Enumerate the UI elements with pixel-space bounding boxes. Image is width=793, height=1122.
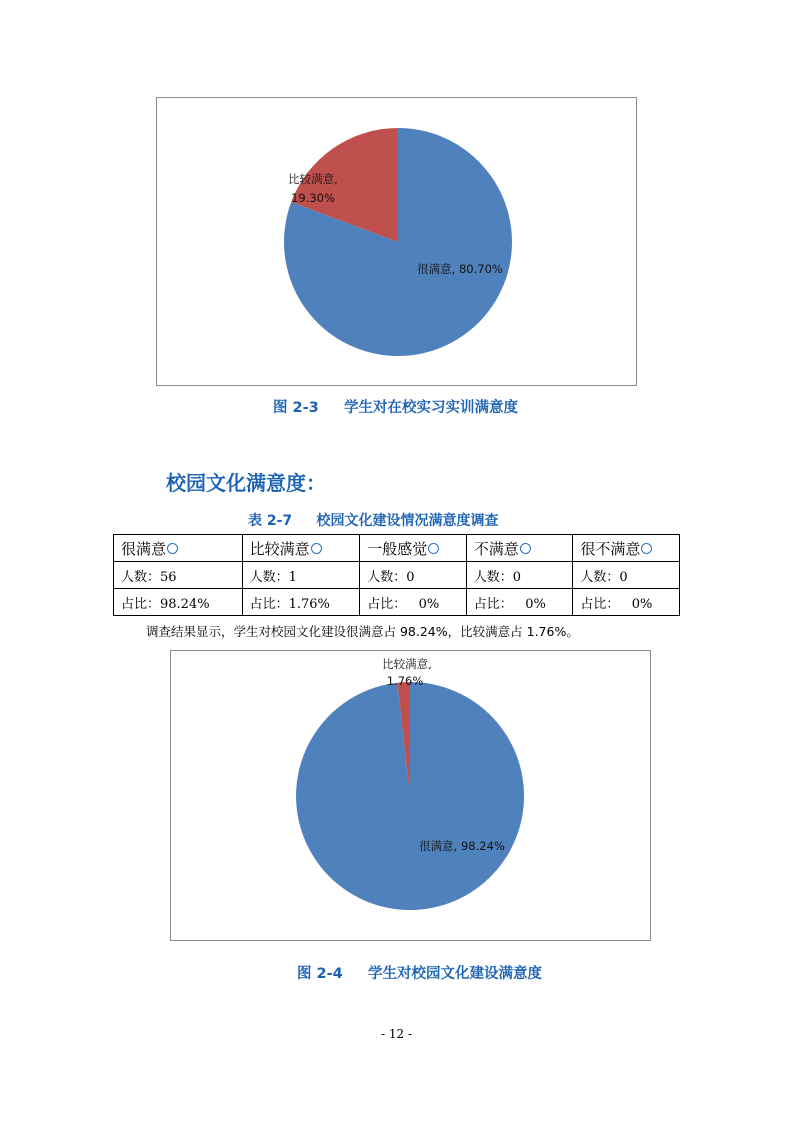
table-cell: 占比： 0% bbox=[360, 589, 467, 616]
data-label-satisfied-value: 1.76% bbox=[386, 674, 424, 688]
table-cell: 占比：98.24% bbox=[114, 589, 243, 616]
circle-icon bbox=[641, 543, 652, 554]
table-cell: 人数：0 bbox=[360, 562, 467, 589]
survey-table bbox=[113, 534, 680, 616]
chart-frame-internship bbox=[156, 97, 637, 386]
table-cell: 不满意 bbox=[466, 535, 573, 562]
table-cell: 人数：0 bbox=[573, 562, 680, 589]
circle-icon bbox=[428, 543, 439, 554]
chart-frame-campus-culture bbox=[170, 650, 651, 941]
table-cell: 人数：1 bbox=[242, 562, 360, 589]
table-cell: 很不满意 bbox=[573, 535, 680, 562]
data-label-satisfied-name: 比较满意, bbox=[382, 657, 432, 671]
table-cell: 很满意 bbox=[114, 535, 243, 562]
table-cell: 一般感觉 bbox=[360, 535, 467, 562]
table-cell: 占比：1.76% bbox=[242, 589, 360, 616]
table-title: 表 2-7 校园文化建设情况满意度调查 bbox=[248, 513, 499, 529]
circle-icon bbox=[311, 543, 322, 554]
table-header-row bbox=[114, 535, 680, 562]
circle-icon bbox=[520, 543, 531, 554]
circle-icon bbox=[167, 543, 178, 554]
pie-chart-campus-culture bbox=[171, 651, 650, 940]
table-cell: 占比： 0% bbox=[466, 589, 573, 616]
table-cell: 人数：56 bbox=[114, 562, 243, 589]
data-label-satisfied-name: 比较满意, bbox=[288, 172, 338, 186]
section-heading: 校园文化满意度： bbox=[166, 471, 326, 495]
pie-slice-very-satisfied bbox=[296, 682, 524, 910]
table-row-counts bbox=[114, 562, 680, 589]
summary-paragraph: 调查结果显示，学生对校园文化建设很满意占 98.24%，比较满意占 1.76%。 bbox=[146, 624, 579, 639]
table-cell: 比较满意 bbox=[242, 535, 360, 562]
figure-caption-2-3: 图 2-3 学生对在校实习实训满意度 bbox=[273, 400, 518, 416]
table-cell: 人数：0 bbox=[466, 562, 573, 589]
figure-caption-2-4: 图 2-4 学生对校园文化建设满意度 bbox=[297, 966, 542, 982]
data-label-satisfied-value: 19.30% bbox=[291, 191, 335, 205]
data-label-very-satisfied: 很满意, 98.24% bbox=[419, 839, 505, 853]
data-label-very-satisfied: 很满意, 80.70% bbox=[417, 262, 503, 276]
table-row-ratios bbox=[114, 589, 680, 616]
table-cell: 占比： 0% bbox=[573, 589, 680, 616]
pie-chart-internship bbox=[157, 98, 636, 385]
page-number: - 12 - bbox=[380, 1027, 412, 1041]
